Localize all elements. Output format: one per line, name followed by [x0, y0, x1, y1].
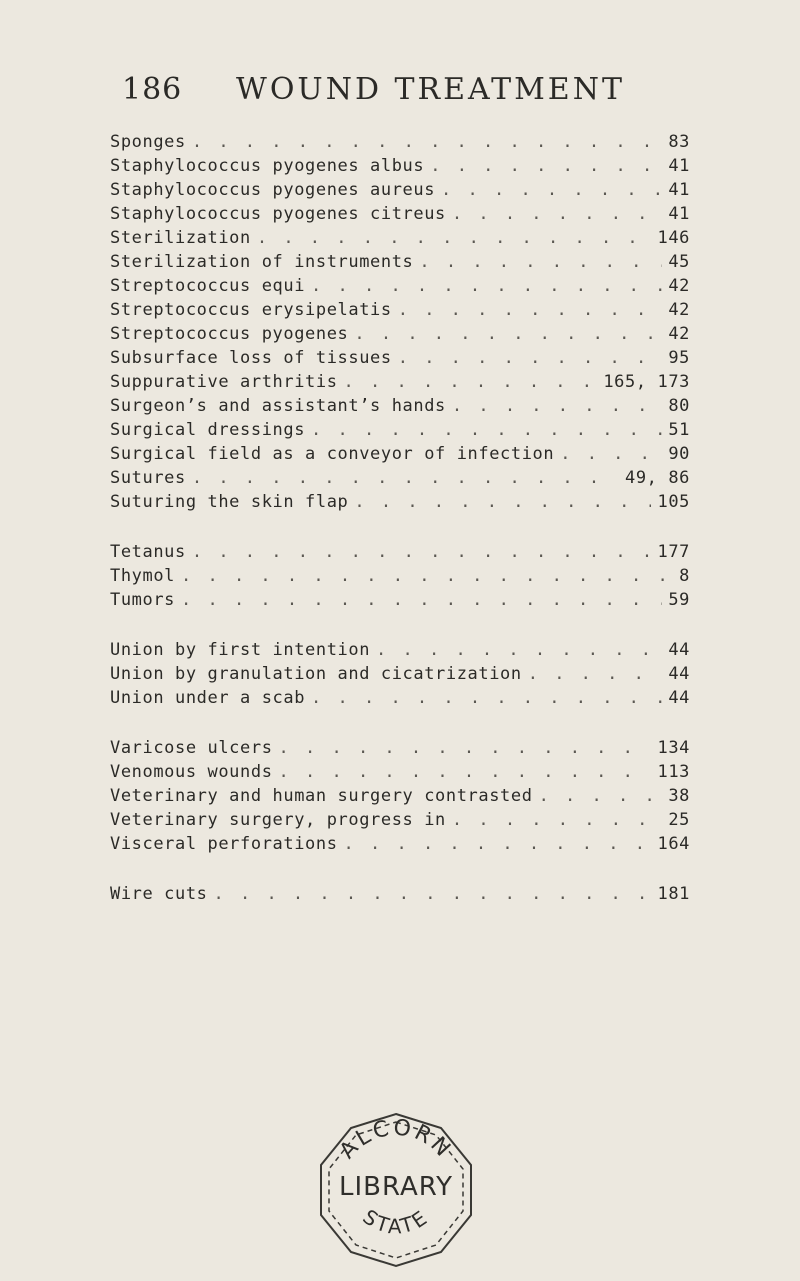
entry-term: Venomous wounds: [110, 762, 273, 782]
entry-term: Surgeon’s and assistant’s hands: [110, 396, 446, 416]
entry-term: Suppurative arthritis: [110, 372, 338, 392]
index-entry: [110, 322, 690, 346]
index-entry: [110, 588, 690, 612]
entry-pages: 177: [657, 542, 690, 562]
index-list: [110, 130, 690, 932]
dot-leader: [452, 202, 662, 226]
entry-term: Sterilization of instruments: [110, 252, 414, 272]
entry-pages: 25: [668, 810, 690, 830]
svg-text:STATE: STATE: [358, 1204, 434, 1239]
index-entry: [110, 298, 690, 322]
index-entry: [110, 394, 690, 418]
entry-pages: 44: [668, 640, 690, 660]
dot-leader: [192, 540, 652, 564]
entry-term: Streptococcus pyogenes: [110, 324, 349, 344]
library-stamp: [311, 1110, 481, 1270]
index-group: [110, 638, 690, 710]
entry-term: Union by granulation and cicatrization: [110, 664, 522, 684]
entry-pages: 49, 86: [624, 468, 690, 488]
index-entry: [110, 418, 690, 442]
index-entry: [110, 442, 690, 466]
index-group: [110, 882, 690, 906]
entry-term: Subsurface loss of tissues: [110, 348, 392, 368]
dot-leader: [430, 154, 662, 178]
index-entry: [110, 250, 690, 274]
index-entry: [110, 540, 690, 564]
dot-leader: [452, 394, 662, 418]
dot-leader: [311, 686, 662, 710]
entry-pages: 42: [668, 300, 690, 320]
entry-term: Tetanus: [110, 542, 186, 562]
entry-pages: 8: [679, 566, 690, 586]
entry-pages: 83: [668, 132, 690, 152]
index-entry: [110, 564, 690, 588]
page-header: [0, 72, 800, 112]
index-group: [110, 130, 690, 514]
entry-term: Surgical dressings: [110, 420, 306, 440]
dot-leader: [539, 784, 663, 808]
entry-pages: 134: [657, 738, 690, 758]
entry-term: Sterilization: [110, 228, 251, 248]
dot-leader: [354, 322, 662, 346]
dot-leader: [419, 250, 662, 274]
dot-leader: [398, 298, 663, 322]
entry-pages: 105: [657, 492, 690, 512]
dot-leader: [398, 346, 663, 370]
index-entry: [110, 490, 690, 514]
entry-term: Staphylococcus pyogenes aureus: [110, 180, 436, 200]
entry-term: Veterinary and human surgery contrasted: [110, 786, 533, 806]
entry-pages: 41: [668, 156, 690, 176]
entry-term: Varicose ulcers: [110, 738, 273, 758]
entry-pages: 95: [668, 348, 690, 368]
entry-term: Streptococcus erysipelatis: [110, 300, 392, 320]
dot-leader: [311, 274, 662, 298]
index-entry: [110, 130, 690, 154]
entry-pages: 41: [668, 180, 690, 200]
index-entry: [110, 178, 690, 202]
entry-pages: 113: [657, 762, 690, 782]
dot-leader: [192, 466, 619, 490]
entry-term: Veterinary surgery, progress in: [110, 810, 446, 830]
dot-leader: [376, 638, 662, 662]
dot-leader: [344, 370, 598, 394]
index-entry: [110, 638, 690, 662]
dot-leader: [344, 832, 652, 856]
entry-pages: 90: [668, 444, 690, 464]
index-entry: [110, 686, 690, 710]
entry-term: Sponges: [110, 132, 186, 152]
dot-leader: [528, 662, 663, 686]
dot-leader: [354, 490, 651, 514]
entry-pages: 146: [657, 228, 690, 248]
page-number: 186: [122, 72, 183, 107]
entry-term: Thymol: [110, 566, 176, 586]
entry-pages: 181: [657, 884, 690, 904]
entry-term: Visceral perforations: [110, 834, 338, 854]
stamp-word: LIBRARY: [338, 1172, 454, 1202]
entry-term: Surgical field as a conveyor of infection: [110, 444, 555, 464]
index-group: [110, 540, 690, 612]
index-entry: [110, 274, 690, 298]
dot-leader: [192, 130, 662, 154]
index-entry: [110, 882, 690, 906]
svg-text:ALCORN: ALCORN: [335, 1115, 457, 1164]
entry-term: Sutures: [110, 468, 186, 488]
entry-pages: 51: [668, 420, 690, 440]
dot-leader: [452, 808, 662, 832]
dot-leader: [214, 882, 652, 906]
dot-leader: [181, 564, 673, 588]
index-group: [110, 736, 690, 856]
index-entry: [110, 466, 690, 490]
index-entry: [110, 370, 690, 394]
dot-leader: [181, 588, 662, 612]
dot-leader: [257, 226, 652, 250]
entry-pages: 80: [668, 396, 690, 416]
index-entry: [110, 346, 690, 370]
index-entry: [110, 662, 690, 686]
index-entry: [110, 202, 690, 226]
entry-term: Union under a scab: [110, 688, 306, 708]
dot-leader: [279, 736, 652, 760]
running-title: WOUND TREATMENT: [236, 72, 625, 107]
entry-pages: 44: [668, 688, 690, 708]
entry-pages: 42: [668, 324, 690, 344]
index-entry: [110, 760, 690, 784]
entry-term: Tumors: [110, 590, 176, 610]
entry-pages: 165, 173: [603, 372, 690, 392]
entry-term: Suturing the skin flap: [110, 492, 349, 512]
entry-term: Streptococcus equi: [110, 276, 306, 296]
entry-pages: 44: [668, 664, 690, 684]
dot-leader: [311, 418, 662, 442]
entry-term: Union by first intention: [110, 640, 371, 660]
entry-pages: 42: [668, 276, 690, 296]
entry-term: Staphylococcus pyogenes citreus: [110, 204, 446, 224]
index-entry: [110, 736, 690, 760]
index-entry: [110, 784, 690, 808]
dot-leader: [560, 442, 662, 466]
entry-pages: 164: [657, 834, 690, 854]
index-entry: [110, 226, 690, 250]
index-entry: [110, 154, 690, 178]
index-entry: [110, 832, 690, 856]
entry-pages: 59: [668, 590, 690, 610]
dot-leader: [441, 178, 662, 202]
entry-pages: 45: [668, 252, 690, 272]
dot-leader: [279, 760, 652, 784]
entry-term: Wire cuts: [110, 884, 208, 904]
index-entry: [110, 808, 690, 832]
entry-pages: 38: [668, 786, 690, 806]
entry-term: Staphylococcus pyogenes albus: [110, 156, 425, 176]
entry-pages: 41: [668, 204, 690, 224]
